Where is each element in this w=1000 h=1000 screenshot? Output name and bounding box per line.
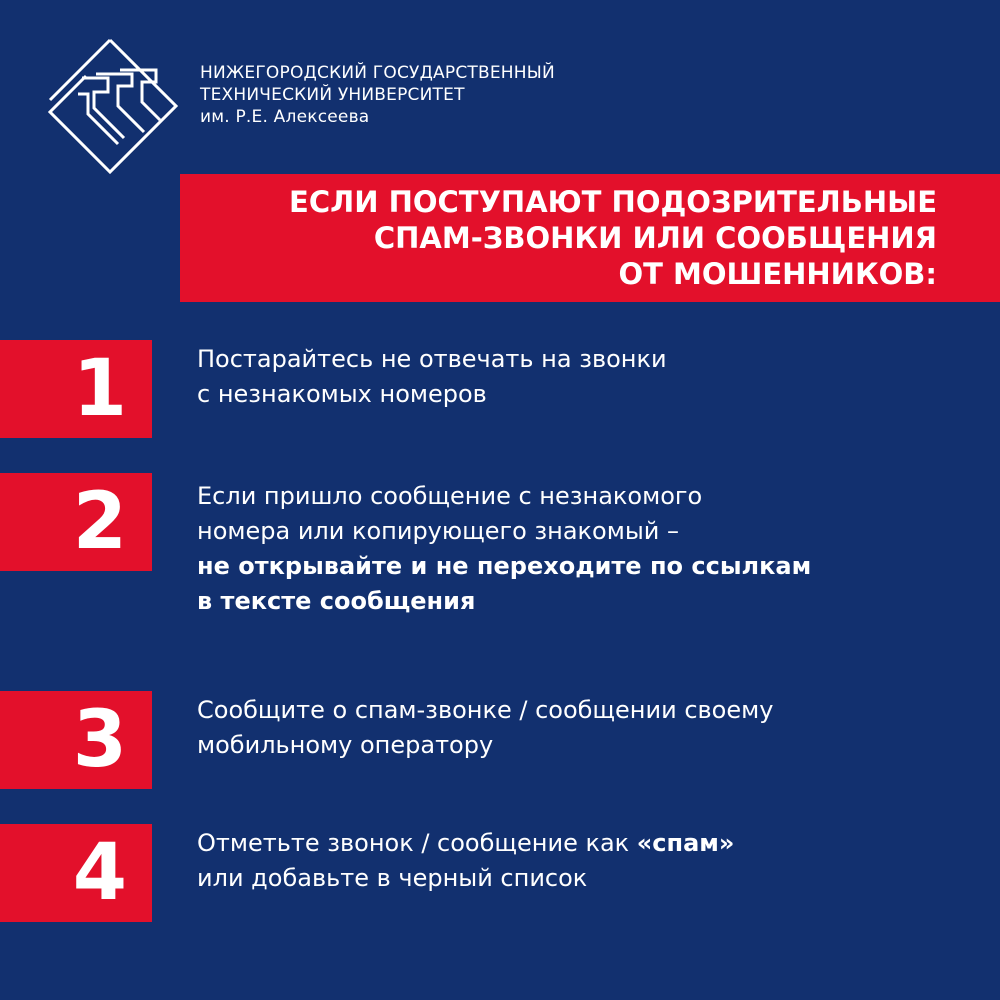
university-logo-icon: [48, 34, 188, 174]
university-name: [200, 62, 555, 128]
university-name-line: НИЖЕГОРОДСКИЙ ГОСУДАРСТВЕННЫЙ: [200, 63, 555, 83]
step-text-line: Если пришло сообщение с незнакомого: [197, 482, 703, 510]
headline-line: СПАМ-ЗВОНКИ ИЛИ СООБЩЕНИЯ: [373, 221, 937, 255]
step-text: [197, 826, 734, 896]
step-text-line: с незнакомых номеров: [197, 380, 487, 408]
headline-line: ОТ МОШЕННИКОВ:: [618, 257, 937, 291]
university-name-line: ТЕХНИЧЕСКИЙ УНИВЕРСИТЕТ: [200, 85, 465, 105]
step-text-bold: не открывайте и не переходите по ссылкам: [197, 552, 812, 580]
step-number-box: [0, 824, 152, 922]
step-text: [197, 479, 811, 619]
step-text-line: Сообщите о спам-звонке / сообщении своему: [197, 696, 774, 724]
university-name-line: им. Р.Е. Алексеева: [200, 107, 370, 127]
step-text-line: мобильному оператору: [197, 731, 494, 759]
step-number-box: [0, 473, 152, 571]
step-text-bold: в тексте сообщения: [197, 587, 476, 615]
headline-banner: [180, 174, 1000, 302]
step-text-line: или добавьте в черный список: [197, 864, 588, 892]
step-text-line: номера или копирующего знакомый –: [197, 517, 680, 545]
step-text: [197, 693, 773, 763]
step-text-bold: «спам»: [636, 829, 735, 857]
step-text-line: Постарайтесь не отвечать на звонки: [197, 345, 667, 373]
step-number: 2: [72, 477, 127, 567]
step-number: 1: [72, 344, 127, 434]
step-number: 4: [72, 828, 127, 918]
headline-line: ЕСЛИ ПОСТУПАЮТ ПОДОЗРИТЕЛЬНЫЕ: [289, 185, 937, 219]
step-text: [197, 342, 667, 412]
step-number-box: [0, 340, 152, 438]
step-number: 3: [72, 695, 127, 785]
step-text-line: Отметьте звонок / сообщение как: [197, 829, 637, 857]
step-number-box: [0, 691, 152, 789]
